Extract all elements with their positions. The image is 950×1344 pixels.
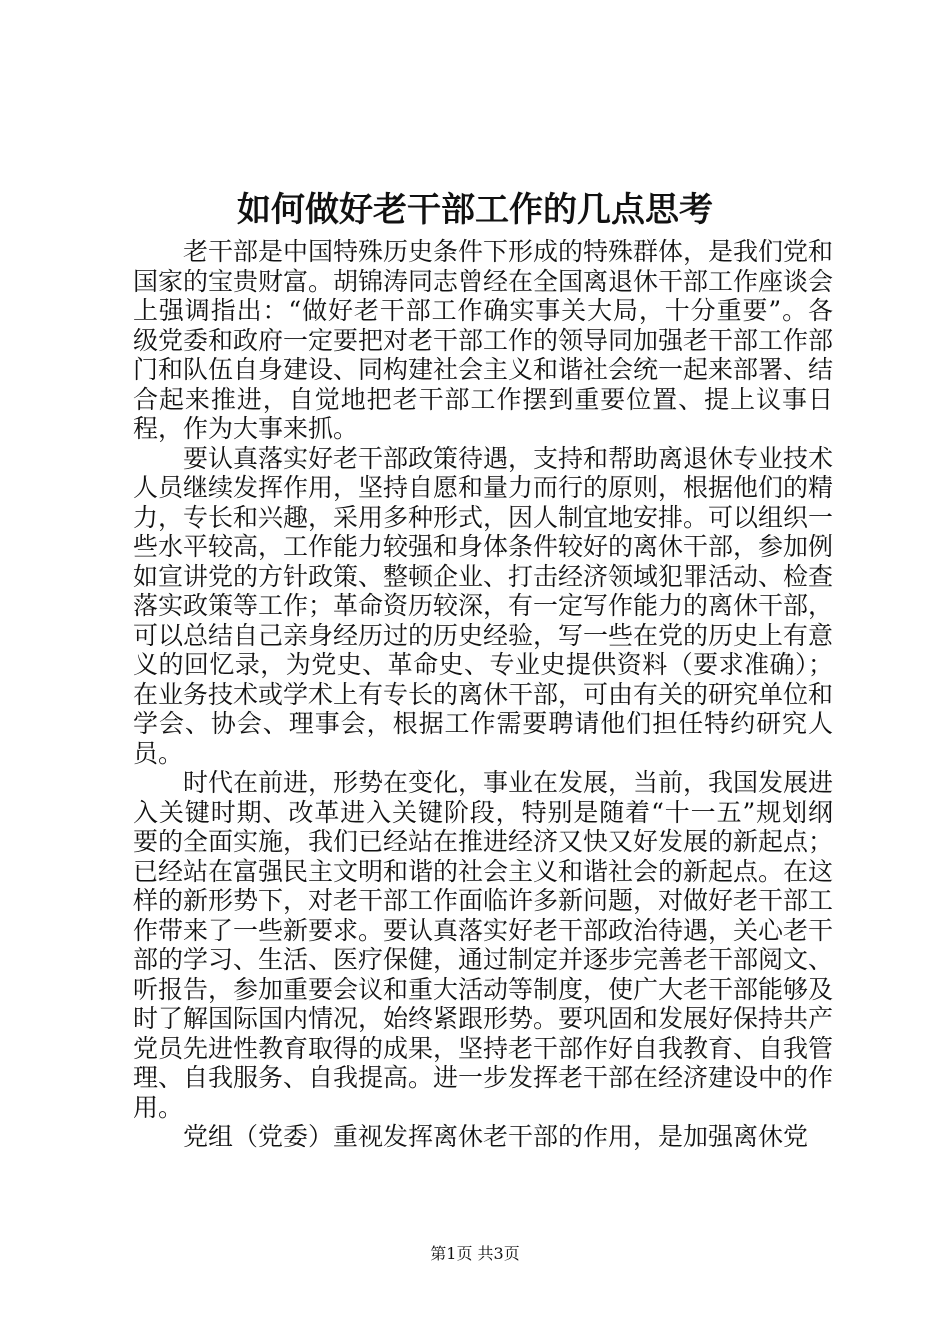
paragraph-3: 时代在前进，形势在变化，事业在发展，当前，我国发展进入关键时期、改革进入关键阶段，特别是随着“十一五”规划纲要的全面实施，我们已经站在推进经济又快又好发展的新起点；已经站在富强民主文明和谐的社会主义和谐社会的新起点。在这样的新形势下，对老干部工作面临许多新问题，对做好老干部工作带来了一些新要求。要认真落实好老干部政治待遇，关心老干部的学习、生活、医疗保健，通过制定并逐步完善老干部阅文、听报告，参加重要会议和重大活动等制度，使广大老干部能够及时了解国际国内情况，始终紧跟形势。要巩固和发展好保持共产党员先进性教育取得的成果，坚持老干部作好自我教育、自我管理、自我服务、自我提高。进一步发挥老干部在经济建设中的作用。	[133, 768, 834, 1122]
paragraph-4: 党组（党委）重视发挥离休老干部的作用，是加强离休党	[183, 1122, 809, 1151]
paragraph-2: 要认真落实好老干部政策待遇，支持和帮助离退休专业技术人员继续发挥作用，坚持自愿和量力而行的原则，根据他们的精力，专长和兴趣，采用多种形式，因人制宜地安排。可以组织一些水平较高，工作能力较强和身体条件较好的离休干部，参加例如宣讲党的方针政策、整顿企业、打击经济领域犯罪活动、检查落实政策等工作；革命资历较深，有一定写作能力的离休干部，可以总结自己亲身经历过的历史经验，写一些在党的历史上有意义的回忆录，为党史、革命史、专业史提供资料（要求准确）；在业务技术或学术上有专长的离休干部，可由有关的研究单位和学会、协会、理事会，根据工作需要聘请他们担任特约研究人员。	[133, 443, 834, 768]
document-title: 如何做好老干部工作的几点思考	[237, 190, 713, 230]
page-footer: 第1页 共3页	[430, 1244, 520, 1263]
document-body	[133, 237, 833, 1152]
paragraph-1: 老干部是中国特殊历史条件下形成的特殊群体，是我们党和国家的宝贵财富。胡锦涛同志曾经在全国离退休干部工作座谈会上强调指出：“做好老干部工作确实事关大局，十分重要”。各级党委和政府一定要把对老干部工作的领导同加强老干部工作部门和队伍自身建设、同构建社会主义和谐社会统一起来部署、结合起来推进，自觉地把老干部工作摆到重要位置、提上议事日程，作为大事来抓。	[133, 237, 834, 443]
